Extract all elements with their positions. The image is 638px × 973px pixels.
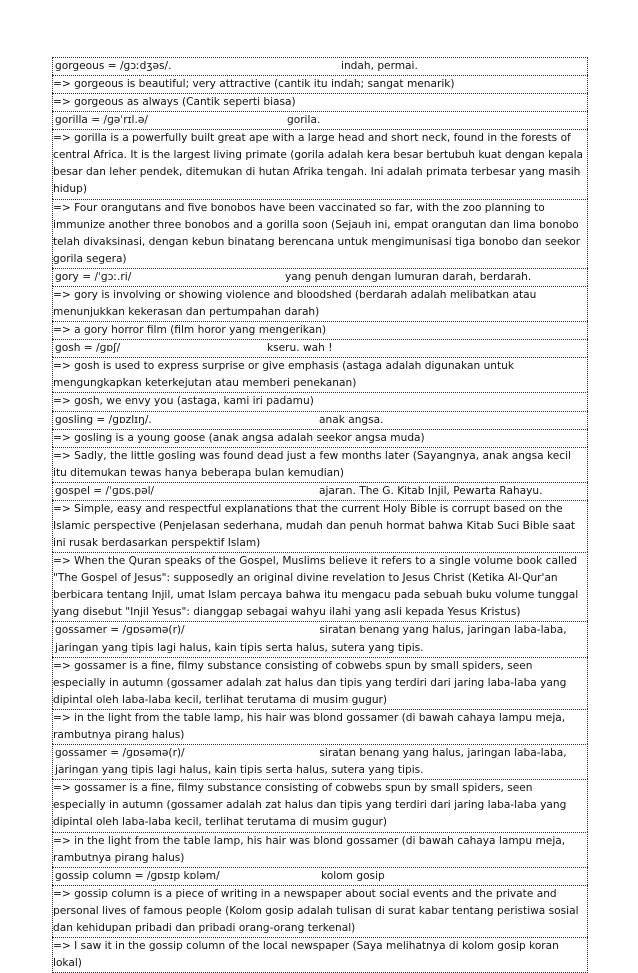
dictionary-page <box>52 57 588 973</box>
headword: gossamer = /ɡɒsəmə(r)/ <box>55 747 185 760</box>
entry-gosh <box>52 339 588 410</box>
headword: gossip column = /ɡɒsɪp kɒləm/ <box>55 869 220 882</box>
example: => gorilla is a powerfully built great ape with a large head and short neck, found in the forests of central Africa. It is the largest living primate (gorila adalah kera besar bertubuh kuat dengan kepala besar dan leher pendek, ditemukan di hutan Afrika tengah. Ini adalah primata terbesar yang masih hidup) <box>52 129 588 198</box>
gloss: kolom gosip <box>321 869 385 882</box>
entry-gorgeous <box>52 57 588 111</box>
example: => Four orangutans and five bonobos have been vaccinated so far, with the zoo planning to immunize another three bonobos and a gorilla soon (Sejauh ini, empat orangutan dan lima bonobo telah divaksinasi, dengan kebun binatang berencana untuk mengimunisasi tiga bonobo dan seekor gorila segera) <box>52 199 588 268</box>
headword: gosh = /ɡɒʃ/ <box>55 342 121 355</box>
entry-gossamer <box>52 621 588 744</box>
headword-line <box>52 339 588 357</box>
example: => a gory horror film (film horor yang mengerikan) <box>52 321 588 339</box>
headword: gossamer = /ɡɒsəmə(r)/ <box>55 624 185 637</box>
gloss: yang penuh dengan lumuran darah, berdarah. <box>285 270 532 283</box>
headword: gosling = /ɡɒzlɪŋ/. <box>55 413 152 426</box>
entry-gossamer-repeat <box>52 744 588 867</box>
example: => gosh is used to express surprise or give emphasis (astaga adalah digunakan untuk mengungkapkan keterkejutan atau memberi penekanan) <box>52 357 588 392</box>
entry-gory <box>52 268 588 339</box>
headword: gospel = /ˈɡɒs.pəl/ <box>55 484 155 497</box>
example: => gossamer is a fine, filmy substance consisting of cobwebs spun by small spiders, seen especially in autumn (gossamer adalah zat halus dan tipis yang terdiri dari jaring laba-laba yang dipintal oleh laba-laba kecil, terlihat terutama di musim gugur) <box>52 779 588 831</box>
example: => in the light from the table lamp, his hair was blond gossamer (di bawah cahaya lampu meja, rambutnya pirang halus) <box>52 709 588 744</box>
gloss: indah, permai. <box>341 60 418 72</box>
gloss: siratan benang yang halus, jaringan laba-laba, jaringan yang tipis lagi halus, kain tipis serta halus, sutera yang tipis. <box>55 624 567 654</box>
headword-line <box>52 621 588 656</box>
headword-line <box>52 111 588 129</box>
gloss: kseru. wah ! <box>267 342 333 355</box>
entry-gospel <box>52 482 588 622</box>
example: => Simple, easy and respectful explanations that the current Holy Bible is corrupt based on the Islamic perspective (Penjelasan sederhana, mudah dan penuh hormat bahwa Kitab Suci Bible saat ini rusak berdasarkan perspektif Islam) <box>52 500 588 552</box>
entry-gosling <box>52 411 588 482</box>
example: => gosling is a young goose (anak angsa adalah seekor angsa muda) <box>52 429 588 447</box>
example: => gory is involving or showing violence and bloodshed (berdarah adalah melibatkan atau menunjukkan kekerasan dan pertumpahan darah) <box>52 286 588 321</box>
headword-line <box>52 411 588 429</box>
gloss: siratan benang yang halus, jaringan laba-laba, jaringan yang tipis lagi halus, kain tipis serta halus, sutera yang tipis. <box>55 747 567 777</box>
example: => gossip column is a piece of writing in a newspaper about social events and the private and personal lives of famous people (Kolom gosip adalah tulisan di surat kabar tentang peristiwa sosial dan kehidupan pribadi dan pribadi orang-orang terkenal) <box>52 885 588 937</box>
gloss: anak angsa. <box>319 413 384 426</box>
gloss: ajaran. The G. Kitab Injil, Pewarta Rahayu. <box>319 484 543 497</box>
example: => I saw it in the gossip column of the local newspaper (Saya melihatnya di kolom gosip koran lokal) <box>52 937 588 973</box>
example: => gossamer is a fine, filmy substance consisting of cobwebs spun by small spiders, seen especially in autumn (gossamer adalah zat halus dan tipis yang terdiri dari jaring laba-laba yang dipintal oleh laba-laba kecil, terlihat terutama di musim gugur) <box>52 657 588 709</box>
example: => gorgeous as always (Cantik seperti biasa) <box>52 93 588 111</box>
example: => gorgeous is beautiful; very attractive (cantik itu indah; sangat menarik) <box>52 75 588 93</box>
headword-line <box>52 57 588 75</box>
example: => in the light from the table lamp, his hair was blond gossamer (di bawah cahaya lampu meja, rambutnya pirang halus) <box>52 832 588 867</box>
example: => When the Quran speaks of the Gospel, Muslims believe it refers to a single volume book called "The Gospel of Jesus": supposedly an original divine revelation to Jesus Christ (Ketika Al-Qur'an berbicara tentang Injil, umat Islam percaya bahwa itu mengacu pada sebuah buku volume tunggal yang disebut "Injil Yesus": dianggap sebagai wahyu ilahi yang asli kepada Yesus Kristus) <box>52 552 588 621</box>
entry-gossip-column <box>52 867 588 973</box>
gloss: gorila. <box>287 114 321 127</box>
example: => gosh, we envy you (astaga, kami iri padamu) <box>52 392 588 410</box>
headword: gory = /ˈɡɔː.ri/ <box>55 270 132 283</box>
headword-line <box>52 744 588 779</box>
headword: gorgeous = /ɡɔːdʒəs/. <box>55 60 172 72</box>
entry-gorilla <box>52 111 588 268</box>
headword-line <box>52 867 588 885</box>
example: => Sadly, the little gosling was found dead just a few months later (Sayangnya, anak angsa kecil itu ditemukan tewas hanya beberapa bulan kemudian) <box>52 447 588 482</box>
headword: gorilla = /ɡəˈrɪl.ə/ <box>55 114 148 127</box>
headword-line <box>52 268 588 286</box>
headword-line <box>52 482 588 500</box>
